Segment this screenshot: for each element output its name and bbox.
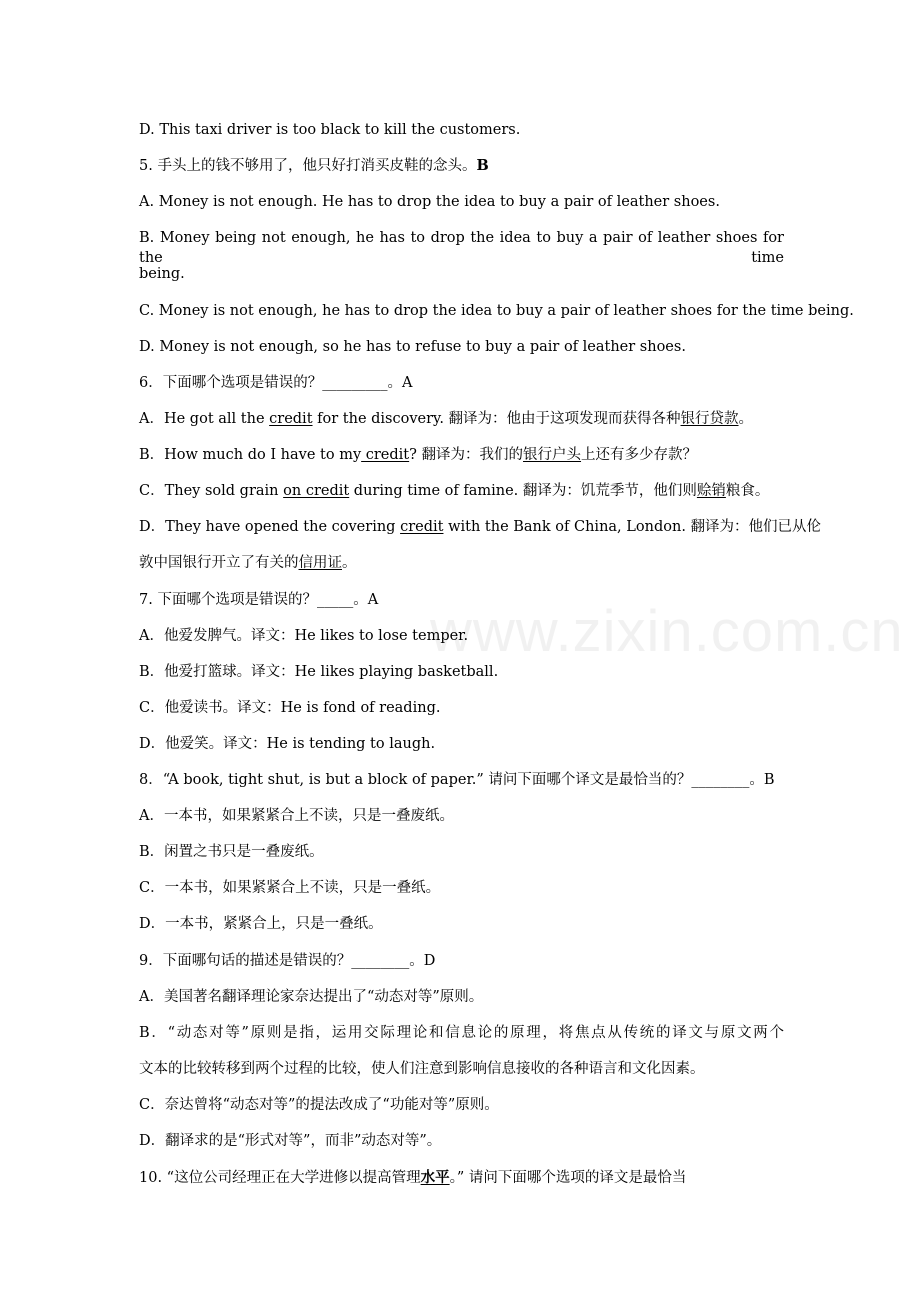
q8-question: 8．“A book, tight shut, is but a block of paper.” 请问下面哪个译文是最恰当的？________。B: [139, 772, 775, 788]
q5-option-b-line1: B. Money being not enough, he has to drop the idea to buy a pair of leather shoes for the time: [139, 230, 784, 266]
q5-option-d: D. Money is not enough, so he has to refuse to buy a pair of leather shoes.: [139, 339, 686, 355]
q10-text-1: 10. “这位公司经理正在大学进修以提高管理: [139, 1170, 421, 1186]
watermark: www.zixin.com.cn: [430, 599, 904, 664]
q6-option-a: [139, 409, 784, 429]
q10-underline-level: 水平: [420, 1169, 450, 1186]
q5-option-a: A. Money is not enough. He has to drop the idea to buy a pair of leather shoes.: [139, 194, 720, 210]
q6-option-c: [139, 481, 784, 501]
q6b-text-1: B．How much do I have to my: [139, 447, 362, 463]
q6-option-b: [139, 445, 784, 465]
q6d-underline-loc: 信用证: [298, 555, 342, 571]
q6-option-d-line2: [139, 553, 784, 573]
q6c-text-2: during time of famine. 翻译为：饥荒季节，他们则: [349, 483, 697, 499]
q6c-text-1: C．They sold grain: [139, 483, 284, 499]
q6d-text-3: 敦中国银行开立了有关的: [139, 555, 299, 571]
q5-option-b-line2: being.: [139, 266, 185, 282]
q9-option-b-line1: B．“动态对等”原则是指，运用交际理论和信息论的原理，将焦点从传统的译文与原文两个: [139, 1025, 784, 1041]
q6c-underline-on-credit: on credit: [283, 483, 350, 499]
q7-option-c: C．他爱读书。译文：He is fond of reading.: [139, 700, 441, 716]
q9-question: 9．下面哪句话的描述是错误的？________。D: [139, 953, 436, 969]
q5-question-text: 5. 手头上的钱不够用了，他只好打消买皮鞋的念头。: [139, 158, 477, 174]
q7-option-b: B．他爱打篮球。译文：He likes playing basketball.: [139, 664, 499, 680]
q7-question: 7. 下面哪个选项是错误的？_____。A: [139, 592, 379, 608]
q6b-underline-account: 银行户头: [523, 447, 582, 463]
q8-option-d: D．一本书，紧紧合上，只是一叠纸。: [139, 916, 383, 932]
q6a-text-1: A．He got all the: [139, 411, 270, 427]
q6a-text-2: for the discovery. 翻译为：他由于这项发现而获得各种: [312, 411, 681, 427]
q10-question: [139, 1168, 784, 1188]
q9-option-c: C．奈达曾将“动态对等”的提法改成了“功能对等”原则。: [139, 1097, 499, 1113]
q6-question: 6．下面哪个选项是错误的？_________。A: [139, 375, 413, 391]
q9-option-d: D．翻译求的是“形式对等”，而非”动态对等”。: [139, 1133, 442, 1149]
q6d-text-4: 。: [342, 555, 357, 571]
q6b-underline-credit: credit: [361, 447, 410, 463]
q7-option-a: A．他爱发脾气。译文：He likes to lose temper.: [139, 628, 469, 644]
q6d-underline-credit: credit: [400, 519, 444, 535]
q6a-underline-loan: 银行贷款: [680, 411, 739, 427]
q8-option-a: A．一本书，如果紧紧合上不读，只是一叠废纸。: [139, 808, 454, 824]
q6b-text-3: 上还有多少存款？: [581, 447, 698, 463]
q6b-text-2: ? 翻译为：我们的: [409, 447, 524, 463]
q9-option-a: A．美国著名翻译理论家奈达提出了“动态对等”原则。: [139, 989, 484, 1005]
q10-text-2: 。” 请问下面哪个选项的译文是最恰当: [449, 1170, 687, 1186]
q8-option-c: C．一本书，如果紧紧合上不读，只是一叠纸。: [139, 880, 441, 896]
q6a-text-3: 。: [738, 411, 754, 427]
q5-answer: B: [476, 157, 489, 174]
q6-option-d-line1: [139, 517, 822, 537]
q6d-text-2: with the Bank of China, London. 翻译为：他们已从伦: [443, 519, 822, 535]
q5-option-c: C. Money is not enough, he has to drop the idea to buy a pair of leather shoes for the time being.: [139, 303, 854, 319]
q6c-text-3: 粮食。: [725, 483, 770, 499]
q9-option-b-line2: 文本的比较转移到两个过程的比较，使人们注意到影响信息接收的各种语言和文化因素。: [139, 1061, 705, 1077]
q6c-underline-sell-credit: 赊销: [696, 483, 726, 499]
q6a-underline-credit: credit: [269, 411, 313, 427]
q8-option-b: B．闲置之书只是一叠废纸。: [139, 844, 324, 860]
q5-question: [139, 156, 784, 176]
q7-option-d: D．他爱笑。译文：He is tending to laugh.: [139, 736, 436, 752]
q6d-text-1: D．They have opened the covering: [139, 519, 401, 535]
q4-option-d: D. This taxi driver is too black to kill the customers.: [139, 122, 521, 138]
